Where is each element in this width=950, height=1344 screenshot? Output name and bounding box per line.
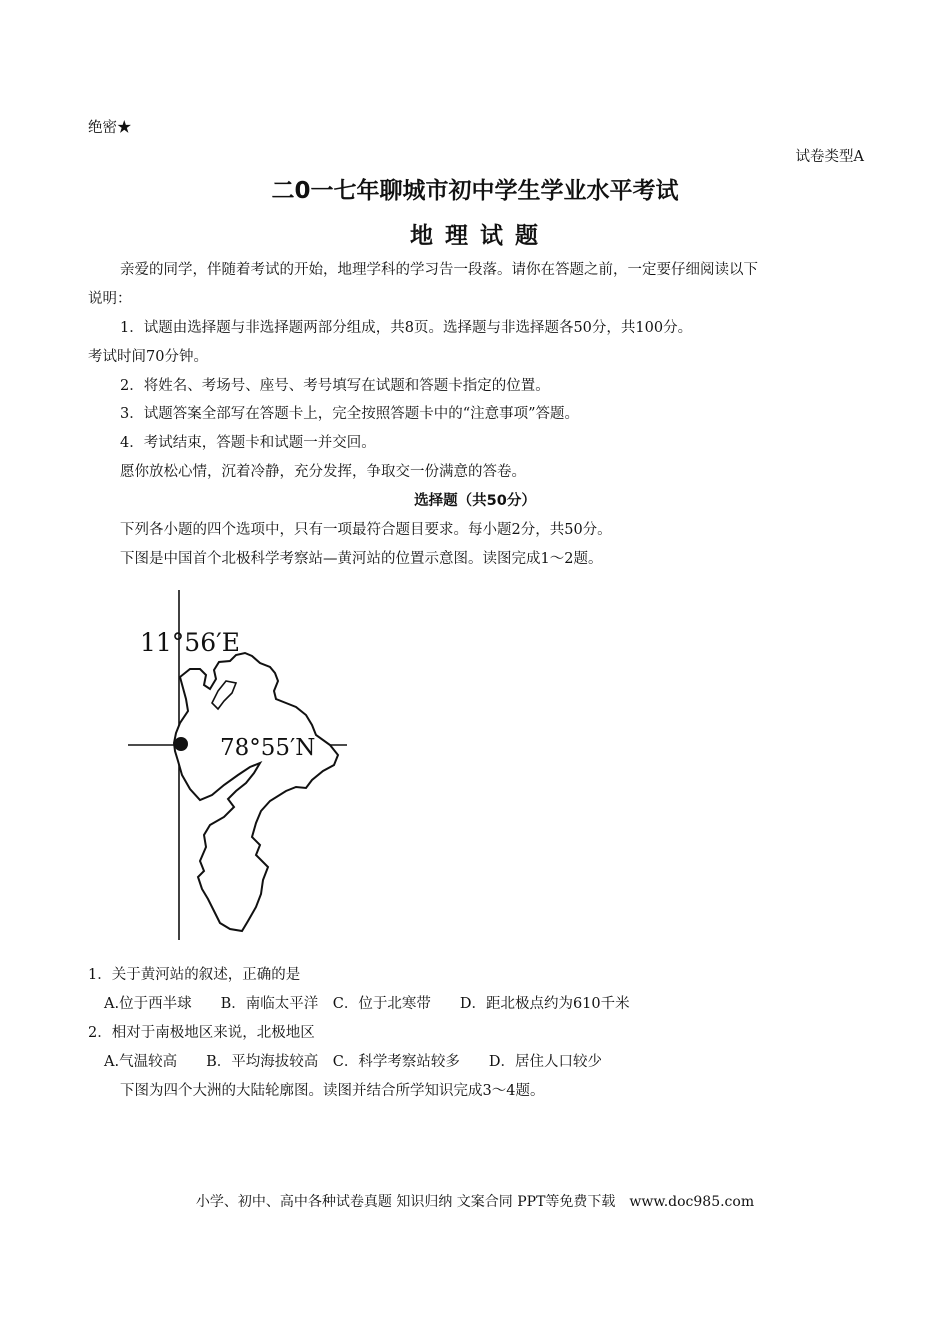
intro-line-1: 亲爱的同学，伴随着考试的开始，地理学科的学习告一段落。请你在答题之前，一定要仔细阅读以下 (120, 262, 758, 278)
map-intro: 下图是中国首个北极科学考察站—黄河站的位置示意图。读图完成1～2题。 (120, 551, 603, 567)
next-intro: 下图为四个大洲的大陆轮廓图。读图并结合所学知识完成3～4题。 (120, 1083, 545, 1099)
secret-mark: 绝密★ (88, 120, 132, 136)
subject-title: 地 理 试 题 (409, 223, 541, 249)
intro-line-2: 说明： (88, 291, 132, 307)
exam-title: 二0一七年聊城市初中学生学业水平考试 (271, 178, 679, 204)
longitude-label: 11°56′E (140, 628, 241, 657)
question-1-options: A.位于西半球 B．南临太平洋 C．位于北寒带 D．距北极点约为610千米 (104, 996, 630, 1012)
rule-3: 3．试题答案全部写在答题卡上，完全按照答题卡中的“注意事项”答题。 (120, 406, 580, 422)
footer-text: 小学、初中、高中各种试卷真题 知识归纳 文案合同 PPT等免费下载 www.doc985.com (195, 1194, 755, 1210)
wish-line: 愿你放松心情，沉着冷静，充分发挥，争取交一份满意的答卷。 (120, 464, 526, 480)
latitude-label: 78°55′N (220, 735, 316, 761)
question-2-stem: 2．相对于南极地区来说，北极地区 (88, 1025, 315, 1041)
rule-2: 2．将姓名、考场号、座号、考号填写在试题和答题卡指定的位置。 (120, 378, 550, 394)
question-1-stem: 1．关于黄河站的叙述，正确的是 (88, 967, 301, 983)
rule-4: 4．考试结束，答题卡和试题一并交回。 (120, 435, 376, 451)
paper-type: 试卷类型A (795, 149, 864, 165)
svalbard-map (120, 585, 360, 950)
section-instruction: 下列各小题的四个选项中，只有一项最符合题目要求。每小题2分，共50分。 (120, 522, 612, 538)
station-marker (174, 737, 188, 751)
section-title: 选择题（共50分） (414, 493, 536, 509)
question-2-options: A.气温较高 B．平均海拔较高 C．科学考察站较多 D．居住人口较少 (104, 1054, 602, 1070)
rule-1: 1．试题由选择题与非选择题两部分组成，共8页。选择题与非选择题各50分，共100分。 (120, 320, 693, 336)
rule-1-continued: 考试时间70分钟。 (88, 349, 208, 365)
island-outline (174, 653, 338, 931)
